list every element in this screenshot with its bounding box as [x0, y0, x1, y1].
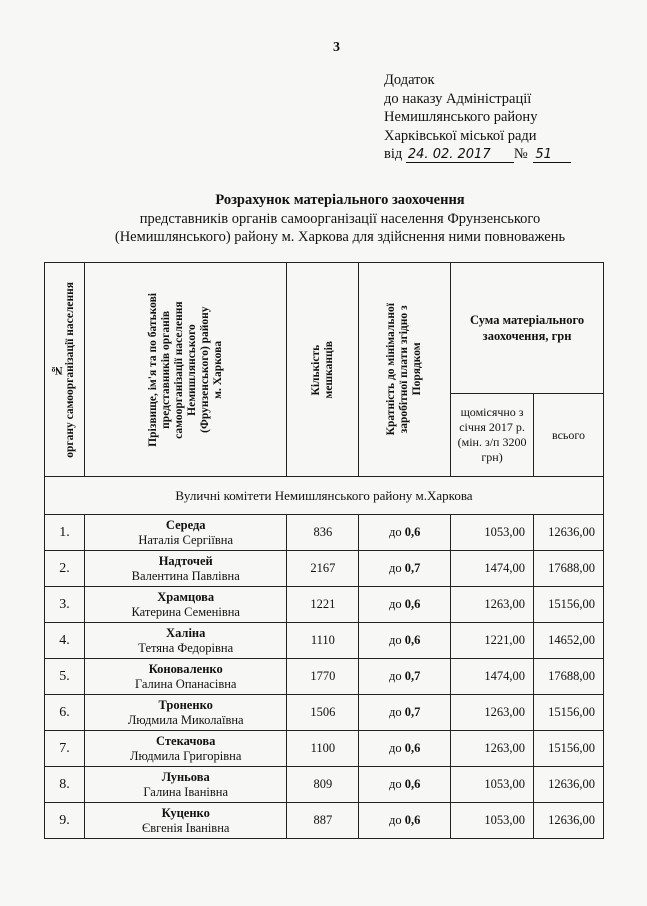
page-number: 3	[333, 40, 340, 55]
header-total: всього	[534, 394, 604, 477]
residents-count: 1506	[287, 695, 359, 731]
row-number: 2.	[45, 551, 85, 587]
multiplier-value: 0,6	[404, 813, 421, 827]
multiplier-prefix: до	[389, 561, 402, 575]
multiplier-prefix: до	[389, 597, 402, 611]
multiplier-cell	[359, 731, 451, 767]
total-amount: 15156,00	[534, 731, 604, 767]
multiplier-prefix: до	[389, 813, 402, 827]
multiplier-cell	[359, 803, 451, 839]
residents-count: 1221	[287, 587, 359, 623]
header-number-text: № органу самоорганізації населення	[51, 281, 77, 458]
residents-count: 2167	[287, 551, 359, 587]
multiplier-value: 0,7	[404, 705, 421, 719]
row-number: 8.	[45, 767, 85, 803]
representative-given-names: Людмила Миколаївна	[127, 712, 244, 727]
row-number: 3.	[45, 587, 85, 623]
header-number	[45, 263, 85, 477]
multiplier-value: 0,6	[404, 741, 421, 755]
table-row	[45, 803, 604, 839]
representative-cell	[84, 623, 287, 659]
row-number: 1.	[45, 515, 85, 551]
monthly-amount: 1053,00	[451, 515, 534, 551]
representative-given-names: Валентина Павлівна	[131, 568, 240, 583]
header-name-text: Прізвище, ім'я та по батькові представників органів самоорганізації населення Немишлянського (Фрунзенського) району м. Харкова	[146, 292, 224, 447]
header-multiplier	[359, 263, 451, 477]
residents-count: 1770	[287, 659, 359, 695]
representative-surname: Надточей	[158, 553, 213, 568]
total-amount: 15156,00	[534, 695, 604, 731]
addendum-line-1: Додаток	[384, 72, 435, 88]
title-line-2: представників органів самоорганізації населення Фрунзенського	[139, 210, 541, 227]
representative-cell	[84, 767, 287, 803]
title-line-1: Розрахунок матеріального заохочення	[215, 192, 465, 208]
multiplier-value: 0,6	[404, 777, 421, 791]
multiplier-value: 0,6	[404, 525, 421, 539]
representative-surname: Храмцова	[157, 589, 215, 604]
representative-surname: Коноваленко	[148, 661, 223, 676]
monthly-amount: 1263,00	[451, 731, 534, 767]
representative-cell	[84, 659, 287, 695]
residents-count: 887	[287, 803, 359, 839]
header-monthly: щомісячно з січня 2017 р. (мін. з/п 3200 грн)	[451, 394, 534, 477]
multiplier-prefix: до	[389, 705, 402, 719]
addendum-date-line	[384, 145, 571, 164]
monthly-amount: 1263,00	[451, 695, 534, 731]
monthly-amount: 1263,00	[451, 587, 534, 623]
addendum-line-4: Харківської міської ради	[384, 127, 537, 144]
row-number: 6.	[45, 695, 85, 731]
representative-surname: Халіна	[166, 625, 206, 640]
representative-given-names: Катерина Семенівна	[131, 604, 240, 619]
row-number: 9.	[45, 803, 85, 839]
section-title: Вуличні комітети Немишлянського району м.Харкова	[45, 477, 604, 515]
multiplier-value: 0,7	[404, 561, 421, 575]
representative-cell	[84, 803, 287, 839]
residents-count: 809	[287, 767, 359, 803]
multiplier-cell	[359, 695, 451, 731]
monthly-amount: 1474,00	[451, 659, 534, 695]
header-name	[84, 263, 287, 477]
table-row	[45, 731, 604, 767]
multiplier-prefix: до	[389, 741, 402, 755]
number-label: №	[513, 146, 528, 162]
monthly-amount: 1053,00	[451, 767, 534, 803]
from-label: від	[384, 146, 403, 162]
representative-given-names: Євгенія Іванівна	[141, 820, 230, 835]
table-row	[45, 767, 604, 803]
multiplier-cell	[359, 623, 451, 659]
representative-cell	[84, 731, 287, 767]
representative-given-names: Людмила Григорівна	[130, 748, 242, 763]
handwritten-date: 24. 02. 2017	[406, 148, 514, 163]
header-sum: Сума матеріального заохочення, грн	[451, 263, 604, 394]
total-amount: 17688,00	[534, 551, 604, 587]
total-amount: 17688,00	[534, 659, 604, 695]
representative-surname: Куценко	[161, 805, 210, 820]
representative-cell	[84, 695, 287, 731]
representative-cell	[84, 551, 287, 587]
total-amount: 12636,00	[534, 767, 604, 803]
representative-surname: Середа	[165, 517, 206, 532]
page-bottom-margin	[0, 872, 647, 906]
title-line-3: (Немишлянського) району м. Харкова для здійснення ними повноважень	[114, 229, 566, 245]
header-multiplier-text: Кратність до мінімальної заробітної плати згідно з Порядком	[385, 303, 424, 436]
total-amount: 12636,00	[534, 515, 604, 551]
addendum-line-2: до наказу Адміністрації	[384, 90, 532, 107]
table-row	[45, 551, 604, 587]
handwritten-number: 51	[533, 148, 571, 163]
table-row	[45, 659, 604, 695]
residents-count: 1110	[287, 623, 359, 659]
monthly-amount: 1474,00	[451, 551, 534, 587]
multiplier-value: 0,7	[404, 669, 421, 683]
addendum-block	[384, 71, 571, 164]
total-amount: 15156,00	[534, 587, 604, 623]
multiplier-prefix: до	[389, 777, 402, 791]
representative-cell	[84, 515, 287, 551]
multiplier-cell	[359, 767, 451, 803]
representative-surname: Троненко	[158, 697, 213, 712]
multiplier-cell	[359, 587, 451, 623]
document-title	[80, 191, 600, 247]
multiplier-prefix: до	[389, 669, 402, 683]
representative-given-names: Галина Опанасівна	[134, 676, 237, 691]
multiplier-cell	[359, 551, 451, 587]
multiplier-cell	[359, 515, 451, 551]
multiplier-prefix: до	[389, 633, 402, 647]
representative-given-names: Наталія Сергіївна	[138, 532, 234, 547]
multiplier-cell	[359, 659, 451, 695]
row-number: 4.	[45, 623, 85, 659]
header-residents-text: Кількість мешканців	[309, 340, 335, 399]
representative-surname: Стекачова	[156, 733, 216, 748]
table-row	[45, 695, 604, 731]
table-row	[45, 623, 604, 659]
multiplier-value: 0,6	[404, 597, 421, 611]
representative-surname: Луньова	[161, 769, 210, 784]
residents-count: 1100	[287, 731, 359, 767]
monthly-amount: 1053,00	[451, 803, 534, 839]
table-row	[45, 515, 604, 551]
representative-cell	[84, 587, 287, 623]
row-number: 5.	[45, 659, 85, 695]
residents-count: 836	[287, 515, 359, 551]
multiplier-value: 0,6	[404, 633, 421, 647]
monthly-amount: 1221,00	[451, 623, 534, 659]
header-residents	[287, 263, 359, 477]
total-amount: 14652,00	[534, 623, 604, 659]
representative-given-names: Тетяна Федорівна	[138, 640, 234, 655]
calculation-table	[44, 262, 604, 839]
row-number: 7.	[45, 731, 85, 767]
addendum-line-3: Немишлянського району	[384, 109, 538, 125]
representative-given-names: Галина Іванівна	[143, 784, 229, 799]
multiplier-prefix: до	[389, 525, 402, 539]
total-amount: 12636,00	[534, 803, 604, 839]
table-row	[45, 587, 604, 623]
